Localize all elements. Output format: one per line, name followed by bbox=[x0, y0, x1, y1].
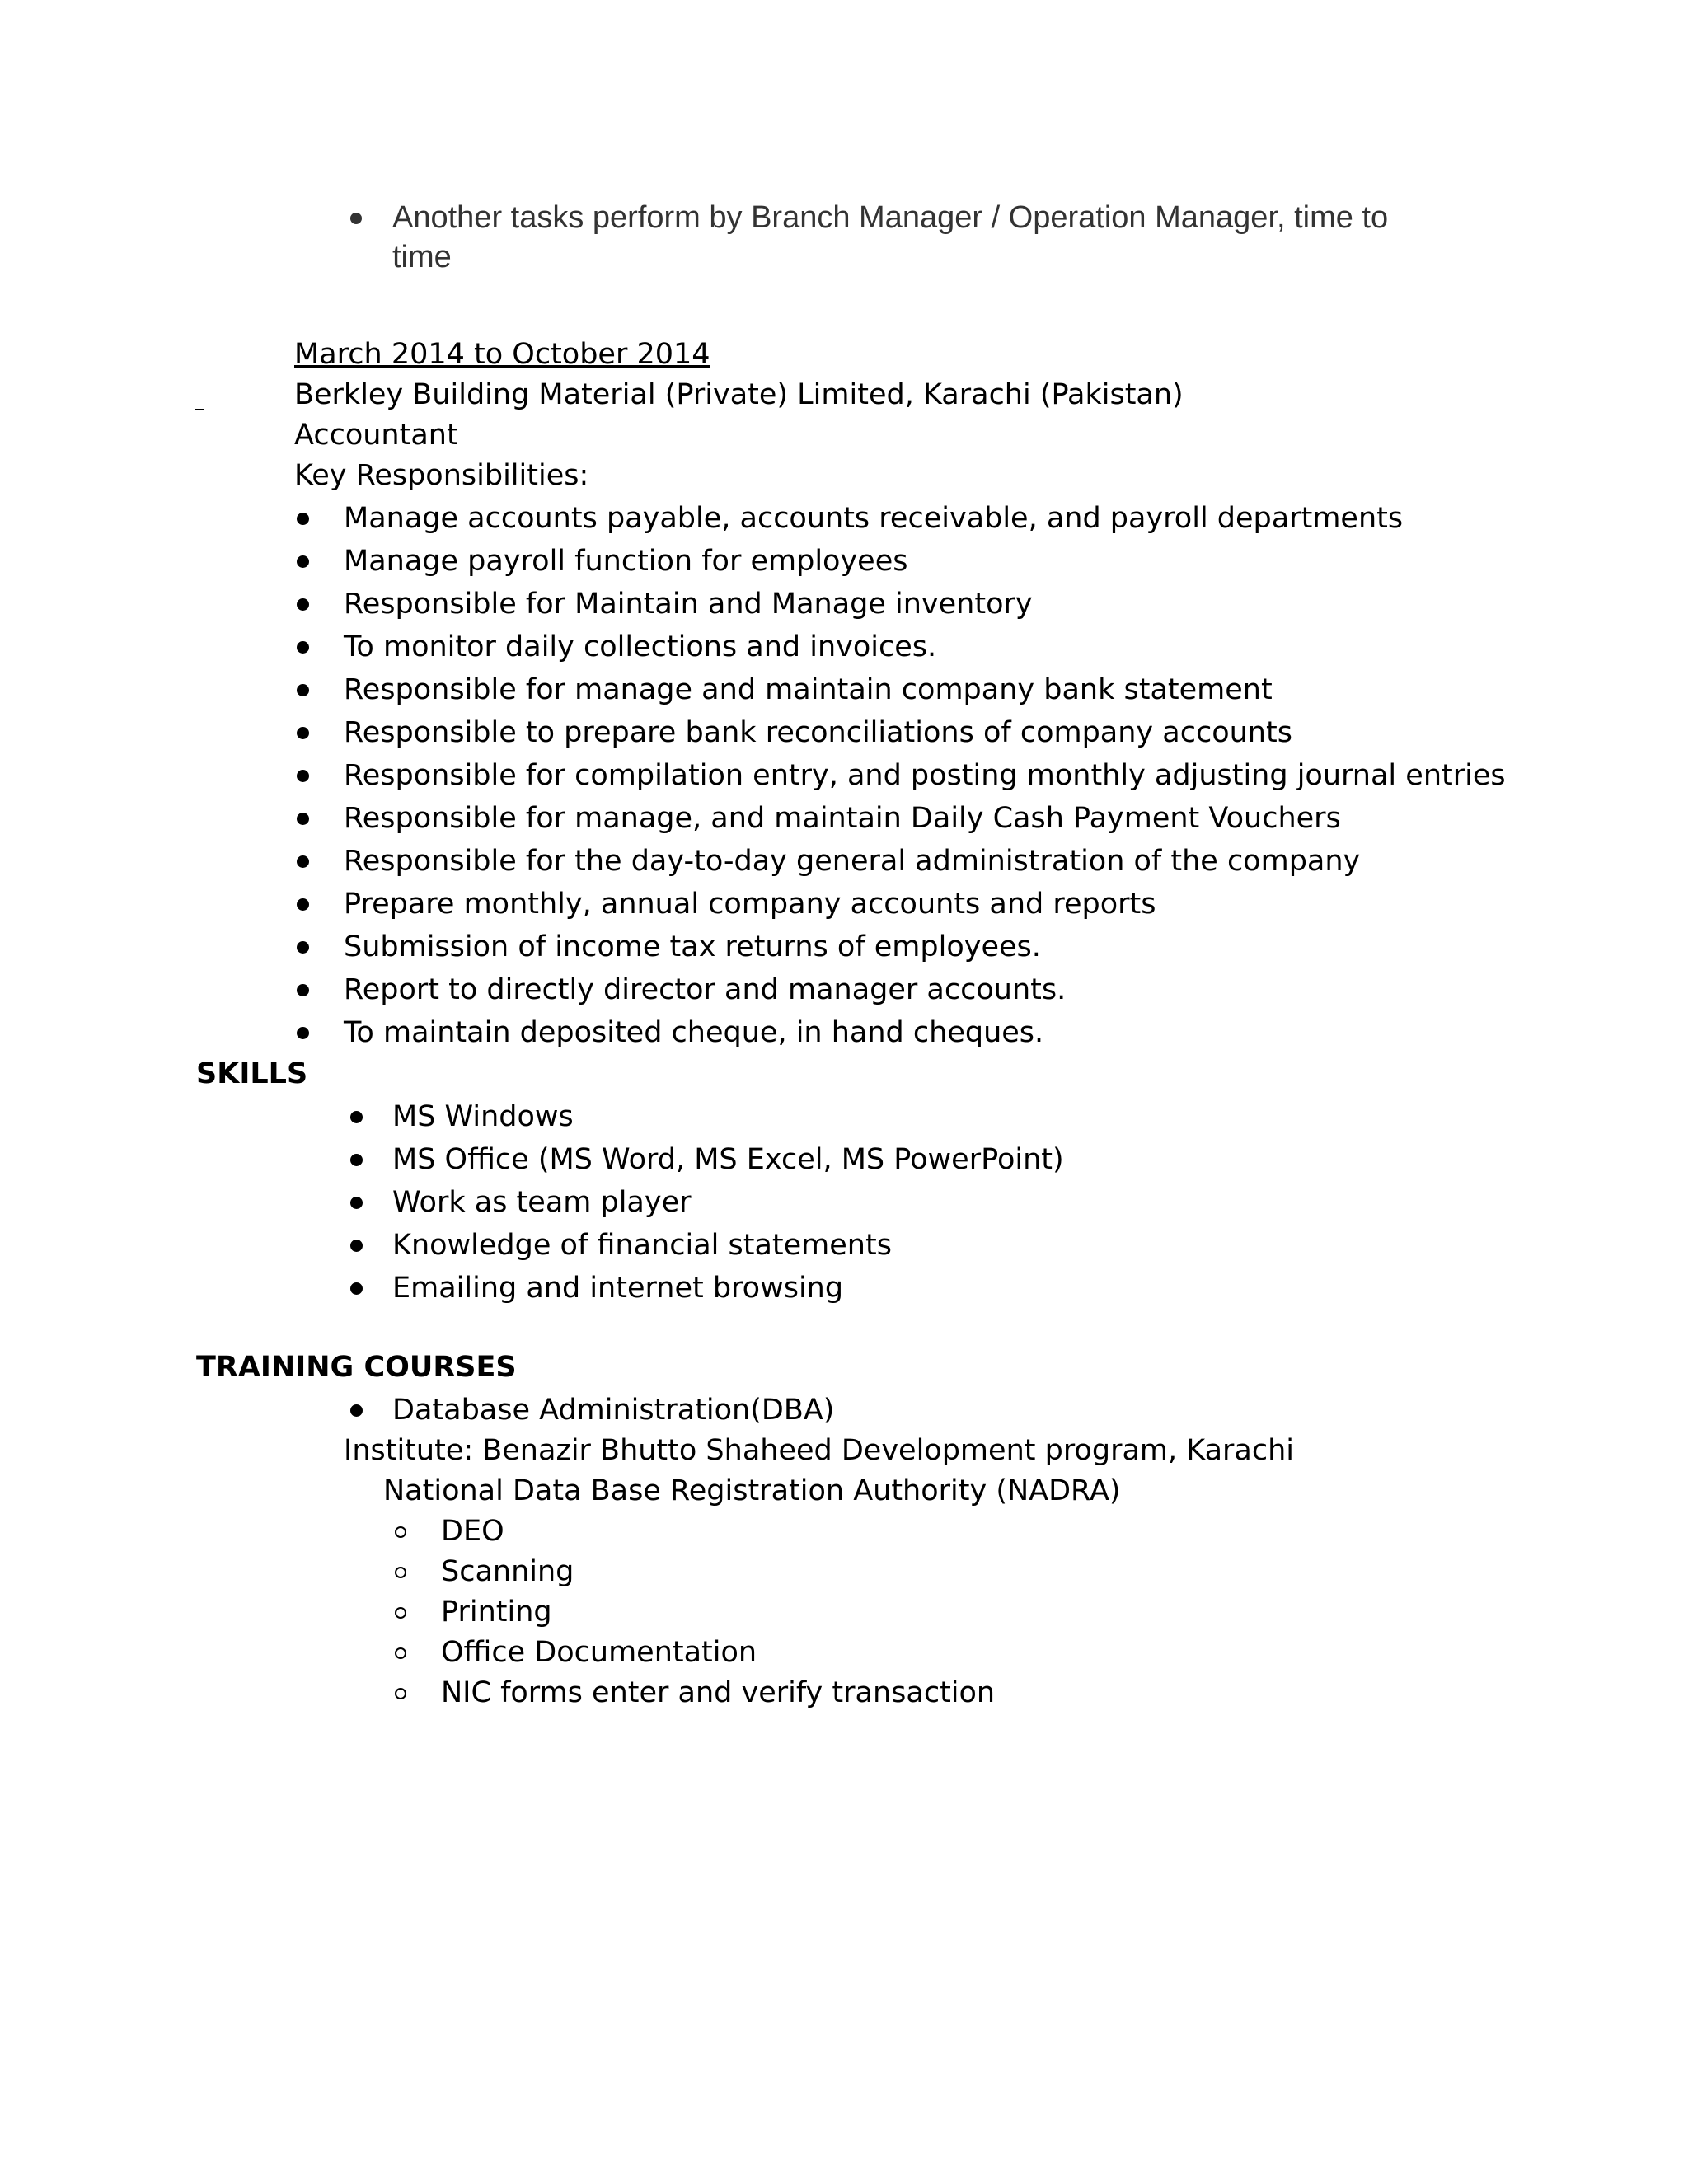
list-item: To monitor daily collections and invoices. bbox=[344, 630, 937, 663]
bullet-icon bbox=[297, 598, 309, 611]
bullet-icon bbox=[297, 898, 309, 911]
bullet-icon bbox=[297, 984, 309, 996]
bullet-icon bbox=[350, 1404, 363, 1417]
skills-heading: SKILLS bbox=[196, 1057, 308, 1090]
circle-bullet-icon bbox=[395, 1607, 406, 1619]
responsibilities-label: Key Responsibilities: bbox=[294, 459, 589, 492]
list-item: MS Windows bbox=[392, 1100, 574, 1133]
list-item: Manage payroll function for employees bbox=[344, 545, 908, 578]
list-item: Knowledge of financial statements bbox=[392, 1229, 892, 1262]
bullet-icon bbox=[297, 855, 309, 868]
list-item: To maintain deposited cheque, in hand cheques. bbox=[344, 1016, 1044, 1049]
list-item: Office Documentation bbox=[441, 1636, 757, 1669]
list-item: Work as team player bbox=[392, 1186, 692, 1219]
list-item: Responsible for Maintain and Manage inventory bbox=[344, 588, 1033, 621]
list-item: Prepare monthly, annual company accounts and reports bbox=[344, 888, 1156, 921]
circle-bullet-icon bbox=[395, 1526, 406, 1538]
dash-mark bbox=[195, 409, 204, 410]
list-item: Responsible for compilation entry, and posting monthly adjusting journal entries bbox=[344, 759, 1506, 792]
bullet-icon bbox=[350, 1282, 363, 1295]
list-item: Emailing and internet browsing bbox=[392, 1272, 844, 1305]
list-item: Responsible to prepare bank reconciliations of company accounts bbox=[344, 716, 1292, 749]
list-item: Responsible for manage, and maintain Daily Cash Payment Vouchers bbox=[344, 802, 1341, 835]
job-title: Accountant bbox=[294, 419, 458, 452]
circle-bullet-icon bbox=[395, 1567, 406, 1578]
circle-bullet-icon bbox=[395, 1647, 406, 1659]
list-item: DEO bbox=[441, 1515, 504, 1548]
bullet-icon bbox=[297, 770, 309, 782]
training-institute: Institute: Benazir Bhutto Shaheed Development program, Karachi bbox=[344, 1434, 1295, 1467]
training-heading: TRAINING COURSES bbox=[196, 1351, 517, 1384]
list-item: Responsible for manage and maintain company bank statement bbox=[344, 673, 1273, 706]
circle-bullet-icon bbox=[395, 1688, 406, 1699]
bullet-icon bbox=[350, 1197, 363, 1209]
list-item: MS Office (MS Word, MS Excel, MS PowerPoint) bbox=[392, 1143, 1064, 1176]
bullet-icon bbox=[297, 813, 309, 825]
list-item: Responsible for the day-to-day general administration of the company bbox=[344, 845, 1361, 878]
bullet-icon bbox=[297, 641, 309, 654]
job-period: March 2014 to October 2014 bbox=[294, 338, 710, 371]
bullet-icon bbox=[297, 941, 309, 954]
bullet-icon bbox=[297, 727, 309, 739]
list-item: Scanning bbox=[441, 1555, 574, 1588]
job-company: Berkley Building Material (Private) Limited, Karachi (Pakistan) bbox=[294, 378, 1184, 411]
bullet-icon bbox=[350, 1154, 363, 1166]
training-organization: National Data Base Registration Authority (NADRA) bbox=[383, 1474, 1121, 1507]
bullet-icon bbox=[350, 1111, 363, 1123]
list-item: Printing bbox=[441, 1596, 552, 1629]
list-item: Submission of income tax returns of employees. bbox=[344, 930, 1041, 963]
intro-bullet-line2: time bbox=[392, 240, 452, 274]
bullet-icon bbox=[350, 1240, 363, 1252]
bullet-icon bbox=[297, 513, 309, 525]
intro-bullet-line1: Another tasks perform by Branch Manager / Operation Manager, time to bbox=[392, 200, 1389, 235]
bullet-icon bbox=[297, 555, 309, 568]
list-item: NIC forms enter and verify transaction bbox=[441, 1676, 996, 1709]
training-course: Database Administration(DBA) bbox=[392, 1394, 835, 1427]
bullet-icon bbox=[297, 684, 309, 696]
bullet-icon bbox=[297, 1027, 309, 1039]
list-item: Report to directly director and manager accounts. bbox=[344, 973, 1067, 1006]
list-item: Manage accounts payable, accounts receivable, and payroll departments bbox=[344, 502, 1404, 535]
bullet-icon bbox=[350, 213, 362, 224]
